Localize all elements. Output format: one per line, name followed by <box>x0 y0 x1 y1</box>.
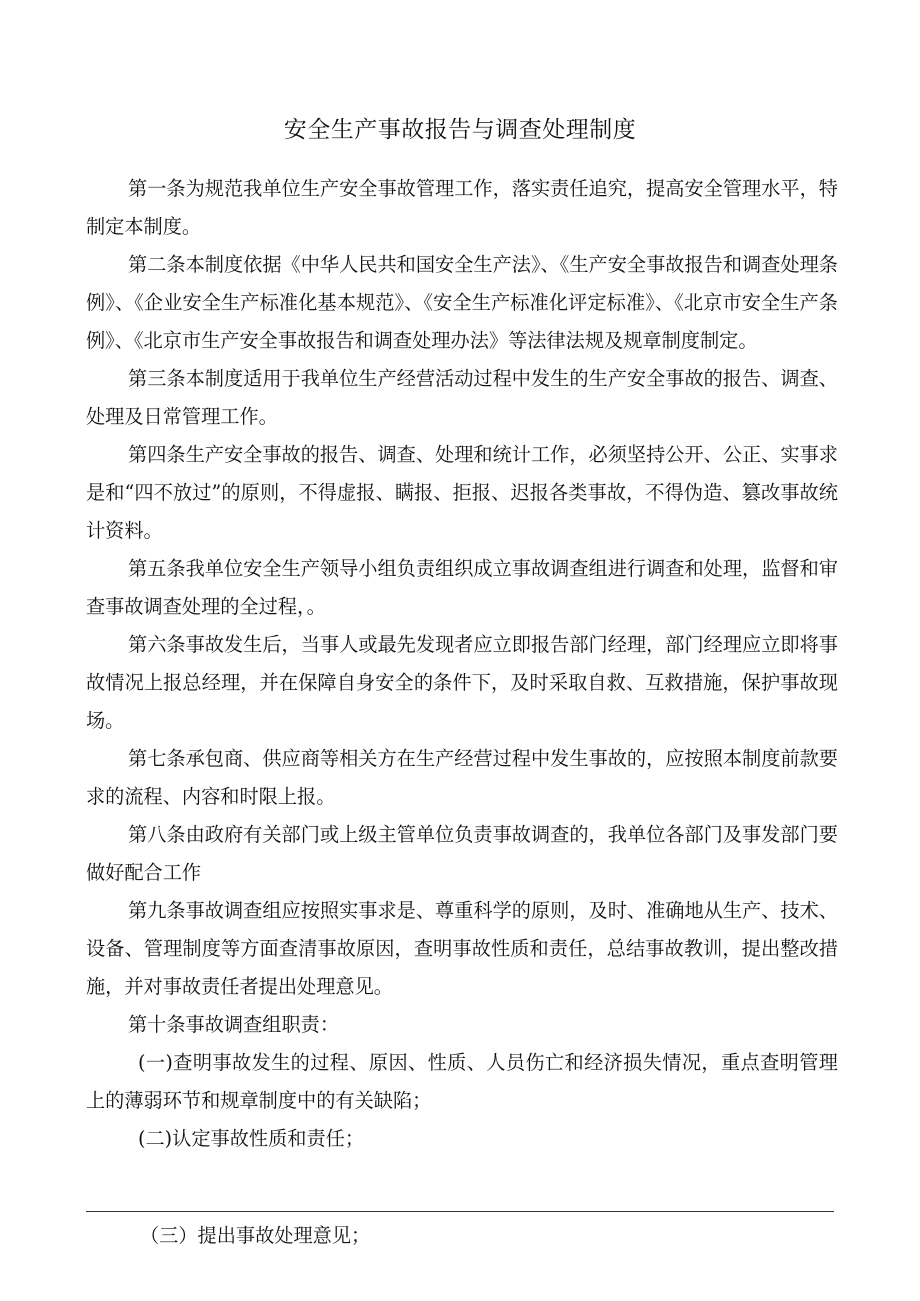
article-8: 第八条由政府有关部门或上级主管单位负责事故调查的，我单位各部门及事发部门要做好配合工作 <box>86 823 838 884</box>
page-divider <box>86 1211 834 1212</box>
document-body <box>86 170 838 1158</box>
article-10: 第十条事故调查组职责： <box>128 1013 340 1036</box>
article-9: 第九条事故调查组应按照实事求是、尊重科学的原则，及时、准确地从生产、技术、设备、管理制度等方面查清事故原因，查明事故性质和责任，总结事故教训，提出整改措施，并对事故责任者提出处理意见。 <box>86 899 838 998</box>
article-4: 第四条生产安全事故的报告、调查、处理和统计工作，必须坚持公开、公正、实事求是和“四不放过”的原则，不得虚报、瞒报、拒报、迟报各类事故，不得伪造、篡改事故统计资料。 <box>86 443 838 542</box>
document-title: 安全生产事故报告与调查处理制度 <box>283 117 637 143</box>
list-item: (一)查明事故发生的过程、原因、性质、人员伤亡和经济损失情况，重点查明管理上的薄弱环节和规章制度中的有关缺陷； <box>86 1051 838 1112</box>
article-1: 第一条为规范我单位生产安全事故管理工作，落实责任追究，提高安全管理水平，特制定本制度。 <box>86 177 838 238</box>
list-item-last: （三）提出事故处理意见； <box>140 1224 371 1247</box>
article-2: 第二条本制度依据《中华人民共和国安全生产法》、《生产安全事故报告和调查处理条例》、《企业安全生产标准化基本规范》、《安全生产标准化评定标准》、《北京市安全生产条例》、《北京市生产安全事故报告和调查处理办法》等法律法规及规章制度制定。 <box>86 253 838 352</box>
article-7: 第七条承包商、供应商等相关方在生产经营过程中发生事故的，应按照本制度前款要求的流程、内容和时限上报。 <box>86 747 838 808</box>
article-3: 第三条本制度适用于我单位生产经营活动过程中发生的生产安全事故的报告、调查、处理及日常管理工作。 <box>86 367 838 428</box>
list-item: (二)认定事故性质和责任； <box>138 1127 365 1150</box>
article-6: 第六条事故发生后，当事人或最先发现者应立即报告部门经理，部门经理应立即将事故情况上报总经理，并在保障自身安全的条件下，及时采取自救、互救措施，保护事故现场。 <box>86 633 838 732</box>
article-5: 第五条我单位安全生产领导小组负责组织成立事故调查组进行调查和处理，监督和审查事故调查处理的全过程，。 <box>86 557 838 618</box>
